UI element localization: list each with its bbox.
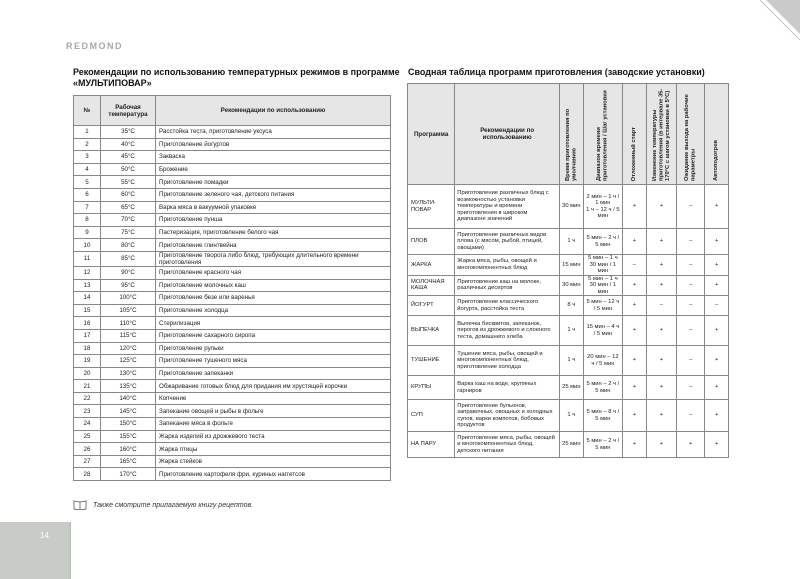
delayed-start-mark: – xyxy=(623,255,647,276)
program-name: ПЛОВ xyxy=(408,229,455,255)
auto-heat-mark: + xyxy=(705,185,729,229)
row-recommendation: Пастеризация, приготовление белого чая xyxy=(156,226,391,239)
auto-heat-mark: + xyxy=(705,275,729,296)
auto-heat-mark: + xyxy=(705,432,729,458)
wait-parameters-mark: – xyxy=(677,296,705,316)
row-number: 10 xyxy=(74,239,101,252)
default-time: 30 мин xyxy=(560,185,584,229)
program-description: Приготовление бульонов, заправочных, овощных и холодных супов, варки компотов, бобовых продуктов xyxy=(455,400,560,432)
default-time: 30 мин xyxy=(560,275,584,296)
time-range: 5 мин – 1 ч 30 мин / 1 мин xyxy=(583,275,622,296)
row-temperature: 40°C xyxy=(101,138,156,151)
row-number: 23 xyxy=(74,405,101,418)
table-row xyxy=(74,266,391,279)
auto-heat-mark: – xyxy=(705,296,729,316)
temperature-change-mark: + xyxy=(646,255,676,276)
program-name: СУП xyxy=(408,400,455,432)
default-time: 1 ч xyxy=(560,400,584,432)
table-row xyxy=(74,405,391,418)
table-row xyxy=(74,126,391,139)
program-name: ЖАРКА xyxy=(408,255,455,276)
row-number: 24 xyxy=(74,418,101,431)
row-number: 22 xyxy=(74,392,101,405)
row-temperature: 125°C xyxy=(101,355,156,368)
table-row xyxy=(408,255,729,276)
table-row xyxy=(74,468,391,481)
time-range: 5 мин – 2 ч / 5 мин xyxy=(583,229,622,255)
auto-heat-mark: + xyxy=(705,255,729,276)
row-temperature: 35°C xyxy=(101,126,156,139)
table-row xyxy=(408,346,729,376)
program-description: Приготовление классического йогурта, расстойка теста xyxy=(455,296,560,316)
delayed-start-mark: + xyxy=(623,400,647,432)
header-time-range: Диапазон времени приготовления / Шаг установки xyxy=(583,84,622,185)
temperature-table-title: Рекомендации по использованию температурных режимов в программе «МУЛЬТИПОВАР» xyxy=(73,67,400,88)
header-default-time: Время приготовления по умолчанию xyxy=(560,84,584,185)
row-temperature: 75°C xyxy=(101,226,156,239)
default-time: 1 ч xyxy=(560,229,584,255)
row-recommendation: Приготовление творога либо блюд, требующих длительного времени приготовления xyxy=(156,251,391,266)
row-number: 9 xyxy=(74,226,101,239)
table-row xyxy=(74,443,391,456)
book-icon xyxy=(73,500,87,510)
table-row xyxy=(74,239,391,252)
row-number: 5 xyxy=(74,176,101,189)
row-recommendation: Приготовление тушеного мяса xyxy=(156,355,391,368)
row-number: 25 xyxy=(74,430,101,443)
row-temperature: 120°C xyxy=(101,342,156,355)
auto-heat-mark: + xyxy=(705,229,729,255)
note-text: Также смотрите прилагаемую книгу рецептов. xyxy=(93,501,254,509)
auto-heat-mark: + xyxy=(705,316,729,346)
row-recommendation: Приготовление йогуртов xyxy=(156,138,391,151)
wait-parameters-mark: – xyxy=(677,376,705,400)
row-recommendation: Запекание овощей и рыбы в фольге xyxy=(156,405,391,418)
wait-parameters-mark: – xyxy=(677,185,705,229)
temperature-change-mark: – xyxy=(646,296,676,316)
row-number: 2 xyxy=(74,138,101,151)
table-header-row xyxy=(74,96,391,126)
header-delayed-start: Отложенный старт xyxy=(623,84,647,185)
program-name: МОЛОЧНАЯ КАША xyxy=(408,275,455,296)
row-number: 16 xyxy=(74,317,101,330)
wait-parameters-mark: – xyxy=(677,229,705,255)
row-temperature: 140°C xyxy=(101,392,156,405)
row-number: 19 xyxy=(74,355,101,368)
row-temperature: 60°C xyxy=(101,188,156,201)
recipe-book-note xyxy=(73,500,253,510)
temperature-table-body xyxy=(74,126,391,481)
program-description: Варка каш на воде, крупяных гарниров xyxy=(455,376,560,400)
program-description: Приготовление различных блюд с возможностью установки температуры и времени приготовления в широком диапазоне значений xyxy=(455,185,560,229)
program-description: Приготовление различных видов плова (с мясом, рыбой, птицей, овощами) xyxy=(455,229,560,255)
table-row xyxy=(408,376,729,400)
default-time: 8 ч xyxy=(560,296,584,316)
row-number: 20 xyxy=(74,367,101,380)
table-row xyxy=(74,355,391,368)
row-recommendation: Приготовление запеканки xyxy=(156,367,391,380)
table-row xyxy=(74,342,391,355)
row-temperature: 145°C xyxy=(101,405,156,418)
row-temperature: 100°C xyxy=(101,292,156,305)
time-range: 2 мин – 1 ч / 1 мин 1 ч – 12 ч / 5 мин xyxy=(583,185,622,229)
temperature-change-mark: + xyxy=(646,185,676,229)
delayed-start-mark: + xyxy=(623,185,647,229)
table-row xyxy=(74,188,391,201)
row-number: 14 xyxy=(74,292,101,305)
table-row xyxy=(408,296,729,316)
program-name: КРУПЫ xyxy=(408,376,455,400)
table-header-row xyxy=(408,84,729,185)
row-recommendation: Приготовление картофеля фри, куриных наггетсов xyxy=(156,468,391,481)
table-row xyxy=(74,138,391,151)
table-row xyxy=(408,316,729,346)
delayed-start-mark: + xyxy=(623,275,647,296)
time-range: 20 мин – 12 ч / 5 мин xyxy=(583,346,622,376)
table-row xyxy=(74,151,391,164)
table-row xyxy=(74,251,391,266)
program-name: ЙОГУРТ xyxy=(408,296,455,316)
row-number: 15 xyxy=(74,304,101,317)
header-program: Программа xyxy=(408,84,455,185)
row-recommendation: Обжаривание готовых блюд для придания им хрустящей корочки xyxy=(156,380,391,393)
header-auto-heat: Автоподогрев xyxy=(705,84,729,185)
row-number: 7 xyxy=(74,201,101,214)
row-recommendation: Расстойка теста, приготовление уксуса xyxy=(156,126,391,139)
corner-line-decoration xyxy=(752,0,800,48)
auto-heat-mark: + xyxy=(705,400,729,432)
auto-heat-mark: + xyxy=(705,346,729,376)
row-temperature: 160°C xyxy=(101,443,156,456)
delayed-start-mark: + xyxy=(623,346,647,376)
table-row xyxy=(74,163,391,176)
temperature-change-mark: + xyxy=(646,432,676,458)
page-number: 14 xyxy=(40,531,49,540)
row-number: 3 xyxy=(74,151,101,164)
row-recommendation: Приготовление холодца xyxy=(156,304,391,317)
row-recommendation: Приготовление молочных каш xyxy=(156,279,391,292)
wait-parameters-mark: – xyxy=(677,316,705,346)
programs-table xyxy=(407,83,729,458)
row-temperature: 105°C xyxy=(101,304,156,317)
program-description: Приготовление мяса, рыбы, овощей и многокомпонентных блюд, детского питания xyxy=(455,432,560,458)
program-description: Тушение мяса, рыбы, овощей и многокомпонентных блюд, приготовление холодца xyxy=(455,346,560,376)
row-number: 21 xyxy=(74,380,101,393)
header-recommendations: Рекомендации по использованию xyxy=(156,96,391,126)
delayed-start-mark: + xyxy=(623,376,647,400)
program-name: НА ПАРУ xyxy=(408,432,455,458)
table-row xyxy=(74,418,391,431)
delayed-start-mark: + xyxy=(623,229,647,255)
brand-logo: REDMOND xyxy=(66,41,123,51)
table-row xyxy=(74,367,391,380)
time-range: 5 мин – 2 ч / 5 мин xyxy=(583,376,622,400)
footer-divider xyxy=(70,522,71,579)
row-number: 1 xyxy=(74,126,101,139)
program-description: Выпечка бисквитов, запеканок, пирогов из дрожжевого и слоеного теста, домашнего хлеба xyxy=(455,316,560,346)
row-number: 12 xyxy=(74,266,101,279)
row-temperature: 95°C xyxy=(101,279,156,292)
header-wait-parameters: Ожидание выхода на рабочие параметры xyxy=(677,84,705,185)
table-row xyxy=(408,185,729,229)
row-temperature: 45°C xyxy=(101,151,156,164)
temperature-change-mark: + xyxy=(646,316,676,346)
row-number: 13 xyxy=(74,279,101,292)
row-temperature: 65°C xyxy=(101,201,156,214)
row-temperature: 150°C xyxy=(101,418,156,431)
table-row xyxy=(408,432,729,458)
temperature-change-mark: + xyxy=(646,275,676,296)
temperature-change-mark: + xyxy=(646,346,676,376)
row-number: 6 xyxy=(74,188,101,201)
row-recommendation: Закваска xyxy=(156,151,391,164)
default-time: 25 мин xyxy=(560,432,584,458)
row-temperature: 165°C xyxy=(101,455,156,468)
row-recommendation: Брожение xyxy=(156,163,391,176)
program-description: Приготовление каш на молоке, различных десертов xyxy=(455,275,560,296)
row-temperature: 110°C xyxy=(101,317,156,330)
table-row xyxy=(74,380,391,393)
header-temperature-change: Изменение температуры приготовления (в интервале 35-170°С с шагом установки в 5°С) xyxy=(646,84,676,185)
row-recommendation: Приготовление безе или варенья xyxy=(156,292,391,305)
default-time: 25 мин xyxy=(560,376,584,400)
row-recommendation: Приготовление глинтвейна xyxy=(156,239,391,252)
table-row xyxy=(74,176,391,189)
row-recommendation: Приготовление сахарного сиропа xyxy=(156,329,391,342)
table-row xyxy=(74,201,391,214)
row-number: 26 xyxy=(74,443,101,456)
wait-parameters-mark: – xyxy=(677,275,705,296)
default-time: 1 ч xyxy=(560,316,584,346)
table-row xyxy=(408,400,729,432)
row-recommendation: Варка мяса в вакуумной упаковке xyxy=(156,201,391,214)
table-row xyxy=(74,279,391,292)
temperature-table xyxy=(73,95,391,481)
programs-table-body xyxy=(408,185,729,458)
row-recommendation: Приготовление пунша xyxy=(156,214,391,227)
default-time: 1 ч xyxy=(560,346,584,376)
row-temperature: 70°C xyxy=(101,214,156,227)
row-recommendation: Копчение xyxy=(156,392,391,405)
program-name: ВЫПЕЧКА xyxy=(408,316,455,346)
auto-heat-mark: + xyxy=(705,376,729,400)
row-temperature: 135°C xyxy=(101,380,156,393)
row-number: 11 xyxy=(74,251,101,266)
row-number: 8 xyxy=(74,214,101,227)
table-row xyxy=(74,329,391,342)
table-row xyxy=(74,430,391,443)
temperature-change-mark: + xyxy=(646,400,676,432)
temperature-change-mark: + xyxy=(646,376,676,400)
header-recommendations: Рекомендации по использованию xyxy=(455,84,560,185)
row-temperature: 50°C xyxy=(101,163,156,176)
time-range: 5 мин – 8 ч / 5 мин xyxy=(583,400,622,432)
row-number: 27 xyxy=(74,455,101,468)
row-recommendation: Жарка птицы xyxy=(156,443,391,456)
table-row xyxy=(74,214,391,227)
header-temperature: Рабочая температура xyxy=(101,96,156,126)
wait-parameters-mark: – xyxy=(677,346,705,376)
row-recommendation: Приготовление помадки xyxy=(156,176,391,189)
table-row xyxy=(74,455,391,468)
time-range: 15 мин – 4 ч / 5 мин xyxy=(583,316,622,346)
row-number: 17 xyxy=(74,329,101,342)
table-row xyxy=(74,317,391,330)
footer-bar xyxy=(0,522,70,579)
row-recommendation: Стерилизация xyxy=(156,317,391,330)
time-range: 5 мин – 12 ч / 5 мин xyxy=(583,296,622,316)
row-temperature: 130°C xyxy=(101,367,156,380)
row-temperature: 115°C xyxy=(101,329,156,342)
delayed-start-mark: + xyxy=(623,432,647,458)
time-range: 5 мин – 1 ч 30 мин / 1 мин xyxy=(583,255,622,276)
program-description: Жарка мяса, рыбы, овощей и многокомпонентных блюд xyxy=(455,255,560,276)
row-recommendation: Приготовление красного чая xyxy=(156,266,391,279)
programs-table-title: Сводная таблица программ приготовления (заводские установки) xyxy=(408,67,705,77)
delayed-start-mark: + xyxy=(623,316,647,346)
row-temperature: 170°C xyxy=(101,468,156,481)
delayed-start-mark: + xyxy=(623,296,647,316)
wait-parameters-mark: + xyxy=(677,432,705,458)
table-row xyxy=(74,304,391,317)
wait-parameters-mark: – xyxy=(677,400,705,432)
table-row xyxy=(74,292,391,305)
time-range: 5 мин – 2 ч / 5 мин xyxy=(583,432,622,458)
table-row xyxy=(74,392,391,405)
table-row xyxy=(408,229,729,255)
program-name: ТУШЕНИЕ xyxy=(408,346,455,376)
row-recommendation: Приготовление рульки xyxy=(156,342,391,355)
row-temperature: 85°C xyxy=(101,251,156,266)
program-name: МУЛЬТИ-ПОВАР xyxy=(408,185,455,229)
row-number: 28 xyxy=(74,468,101,481)
row-temperature: 155°C xyxy=(101,430,156,443)
temperature-change-mark: + xyxy=(646,229,676,255)
header-number: № xyxy=(74,96,101,126)
row-number: 4 xyxy=(74,163,101,176)
row-temperature: 90°C xyxy=(101,266,156,279)
default-time: 15 мин xyxy=(560,255,584,276)
table-row xyxy=(408,275,729,296)
row-temperature: 80°C xyxy=(101,239,156,252)
table-row xyxy=(74,226,391,239)
row-recommendation: Жарка изделий из дрожжевого теста xyxy=(156,430,391,443)
row-recommendation: Жарка стейков xyxy=(156,455,391,468)
row-recommendation: Приготовление зеленого чая, детского питания xyxy=(156,188,391,201)
wait-parameters-mark: – xyxy=(677,255,705,276)
row-recommendation: Запекание мяса в фольге xyxy=(156,418,391,431)
row-number: 18 xyxy=(74,342,101,355)
row-temperature: 55°C xyxy=(101,176,156,189)
